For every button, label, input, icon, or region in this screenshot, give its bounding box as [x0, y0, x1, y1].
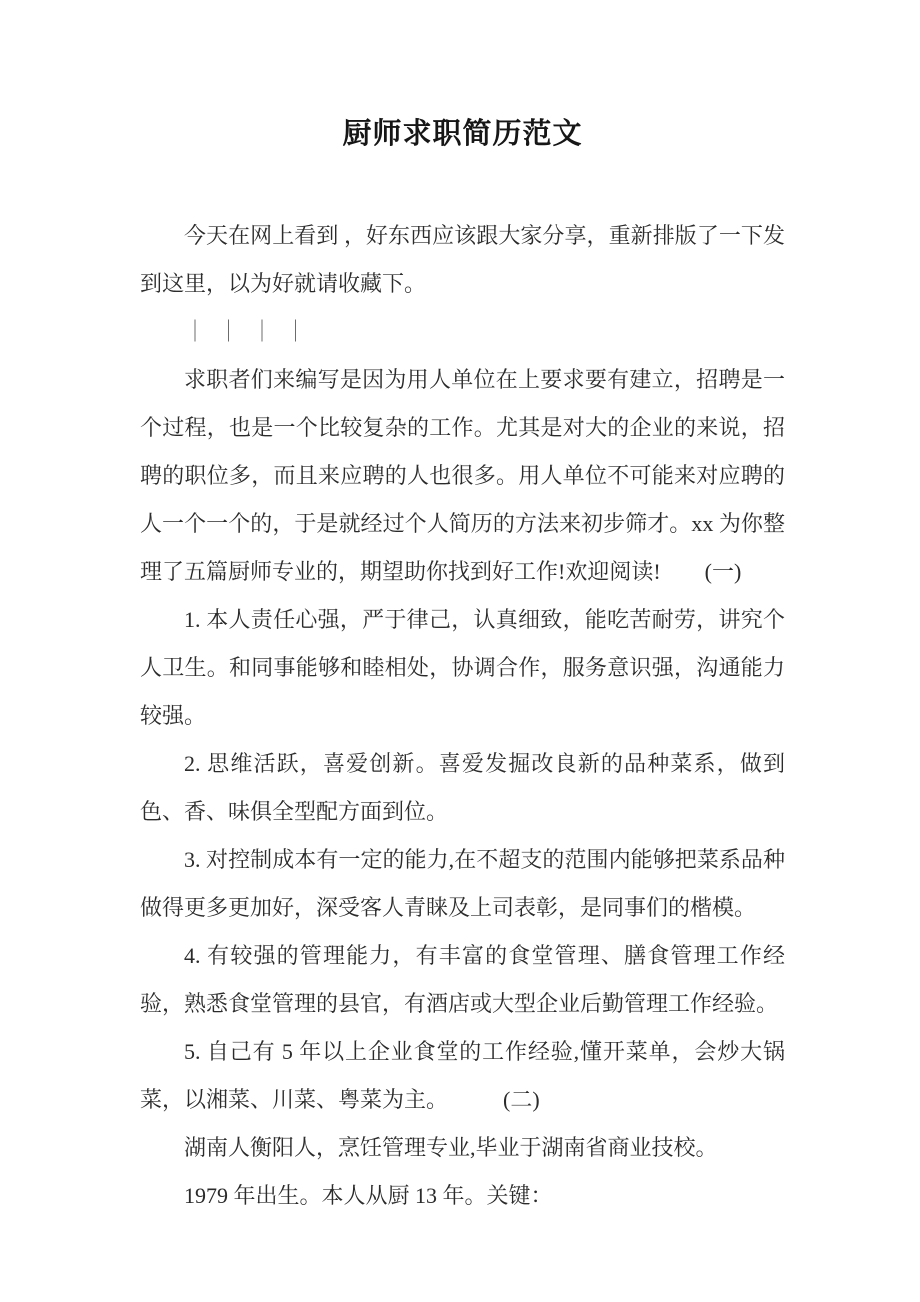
resume-point-2: 2. 思维活跃，喜爱创新。喜爱发掘改良新的品种菜系，做到色、香、味俱全型配方面到位。 [140, 751, 785, 824]
resume-point-3: 3. 对控制成本有一定的能力,在不超支的范围内能够把菜系品种做得更多更加好，深受客人青睐及上司表彰，是同事们的楷模。 [140, 847, 785, 920]
intro-paragraph: 今天在网上看到 ，好东西应该跟大家分享，重新排版了一下发到这里，以为好就请收藏下。 [140, 223, 785, 296]
background-paragraph: 湖南人衡阳人，烹饪管理专业,毕业于湖南省商业技校。 [184, 1135, 718, 1160]
resume-point-1: 1. 本人责任心强，严于律己，认真细致，能吃苦耐劳，讲究个人卫生。和同事能够和睦相处，协调合作，服务意识强，沟通能力较强。 [140, 607, 785, 728]
vertical-bars-separator: ｜ ｜ ｜ ｜ [184, 319, 310, 344]
document-title: 厨师求职简历范文 [342, 118, 583, 150]
resume-point-4: 4. 有较强的管理能力，有丰富的食堂管理、膳食管理工作经验，熟悉食堂管理的县官，有酒店或大型企业后勤管理工作经验。 [140, 943, 785, 1016]
resume-point-5: 5. 自己有 5 年以上企业食堂的工作经验,懂开菜单，会炒大锅菜，以湘菜、川菜、粤菜为主。 (二) [140, 1039, 785, 1112]
overview-paragraph: 求职者们来编写是因为用人单位在上要求要有建立，招聘是一个过程，也是一个比较复杂的工作。尤其是对大的企业的来说，招聘的职位多，而且来应聘的人也很多。用人单位不可能来对应聘的人一个一个的，于是就经过个人简历的方法来初步筛才。xx 为你整理了五篇厨师专业的，期望助你找到好工作!欢迎阅读! (一) [140, 367, 785, 584]
birth-experience-paragraph: 1979 年出生。本人从厨 13 年。关键： [184, 1183, 553, 1208]
